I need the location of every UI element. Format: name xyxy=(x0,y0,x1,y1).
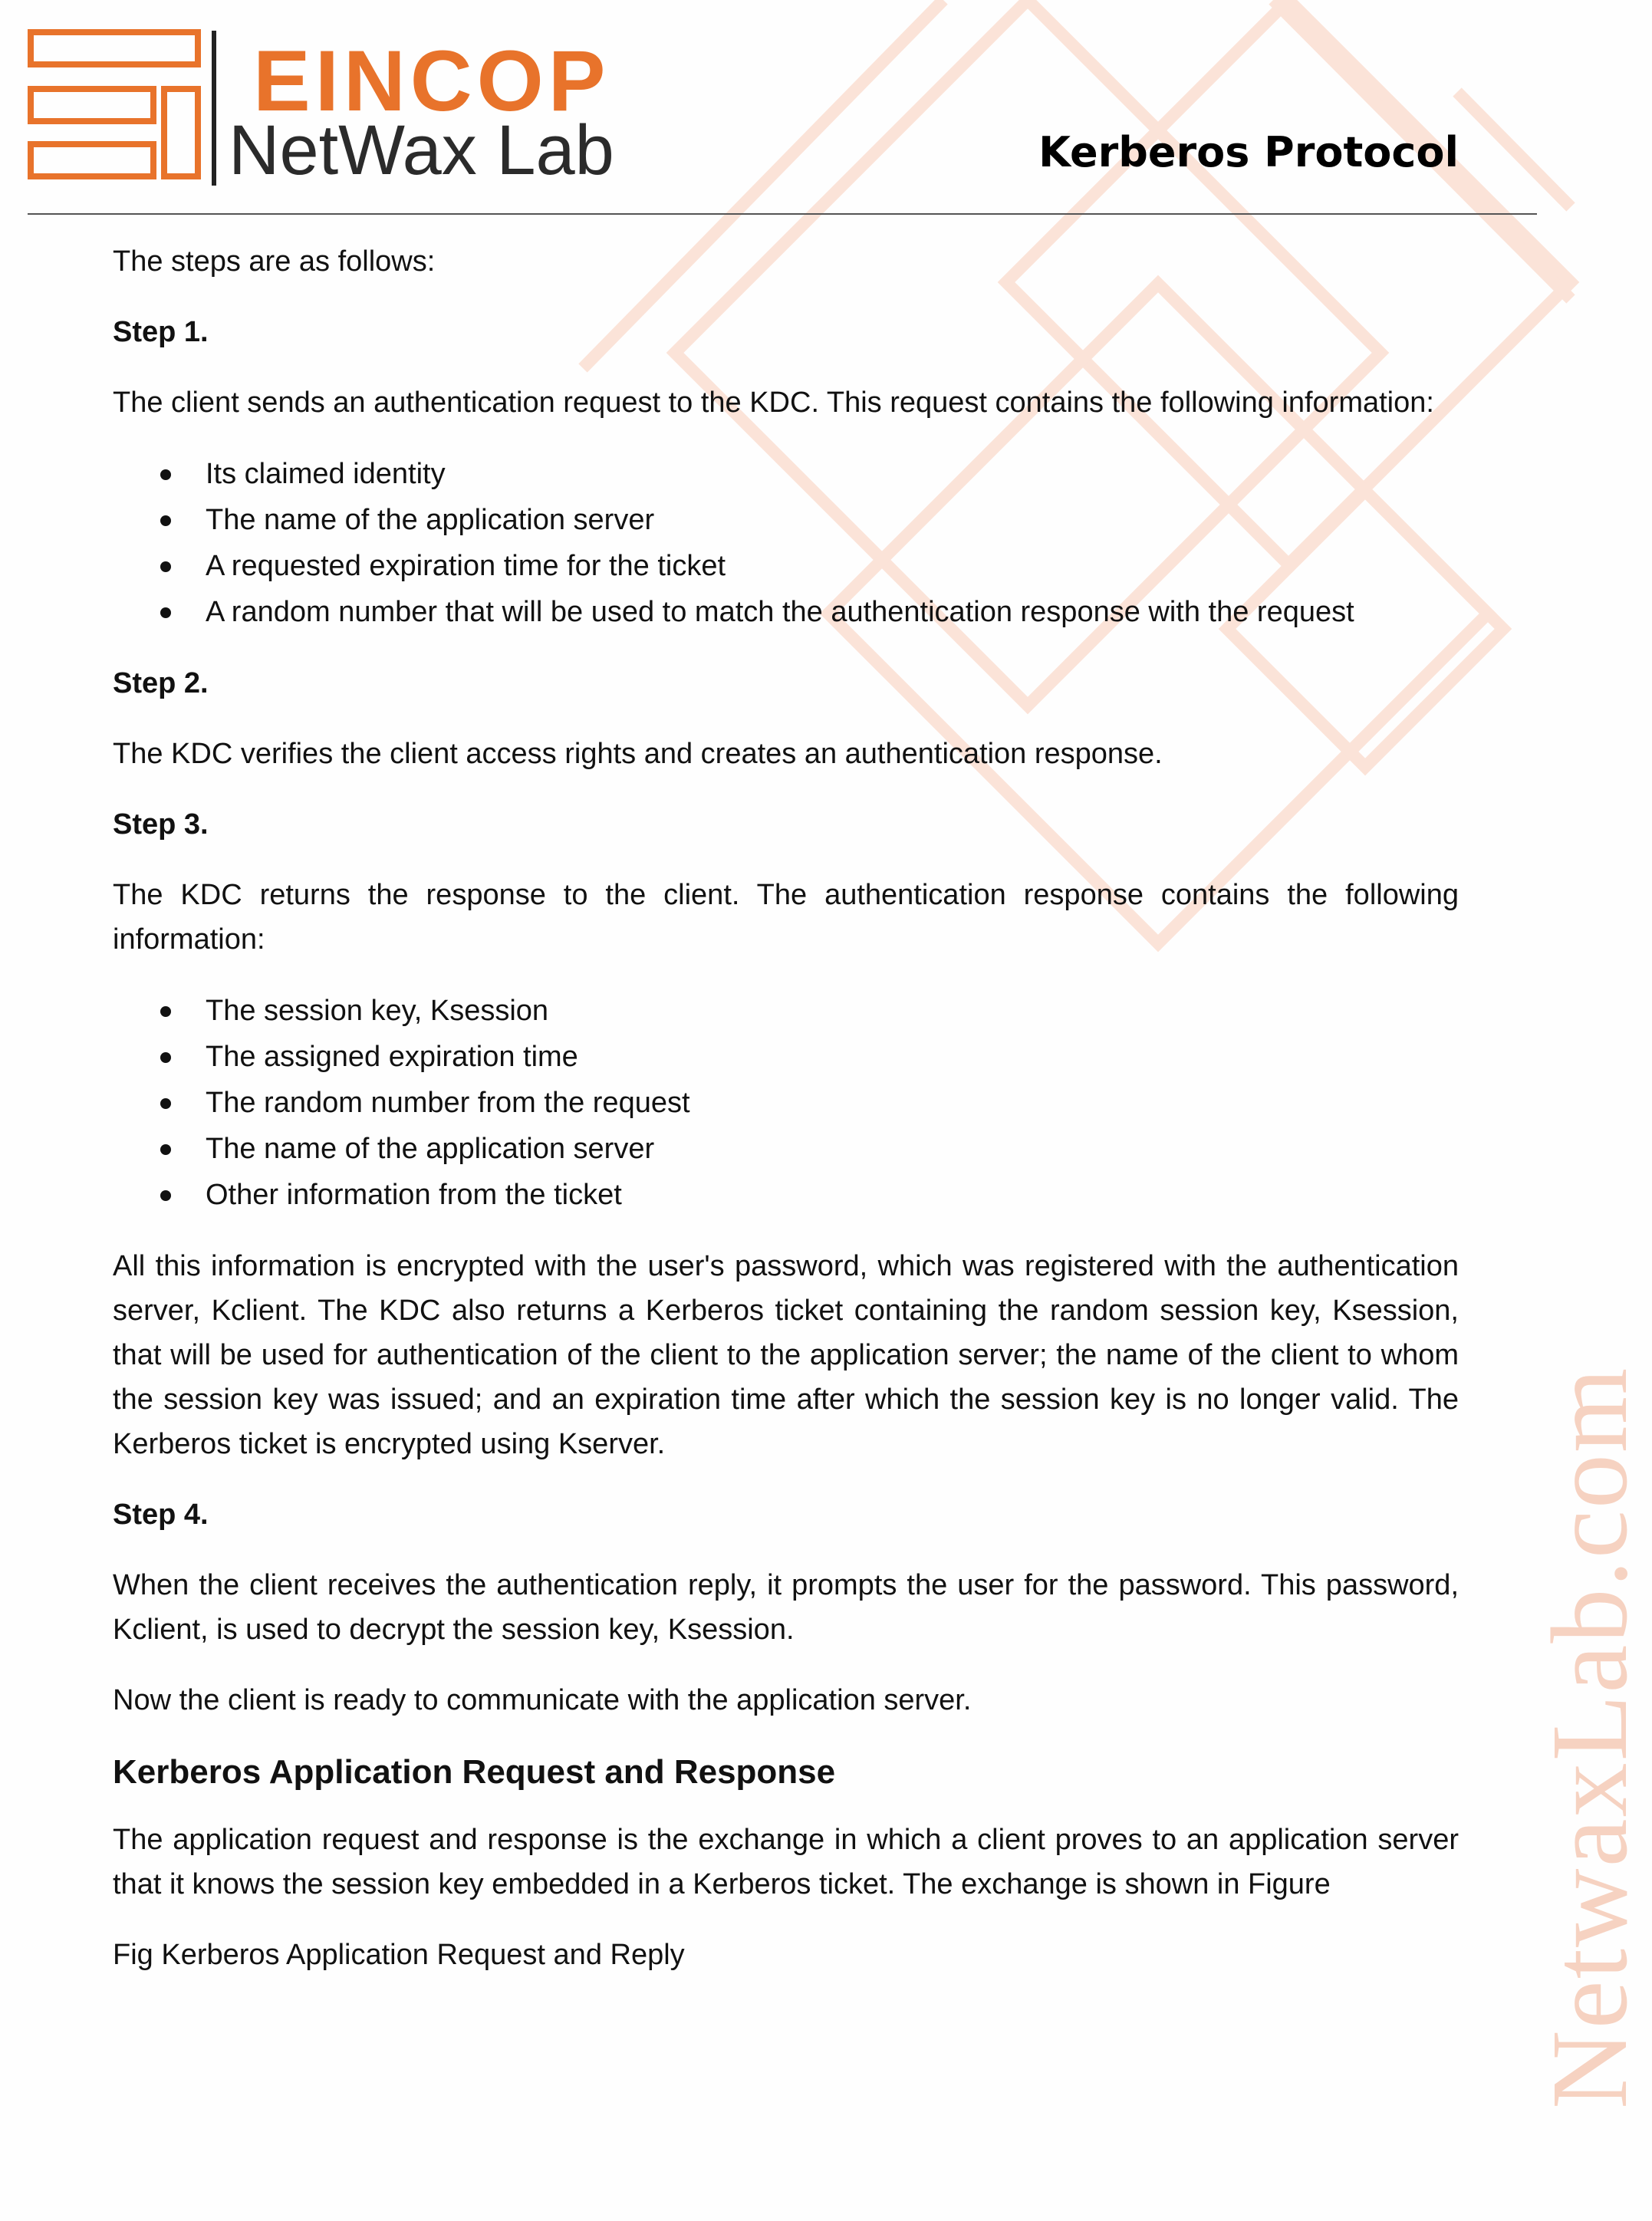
logo-brand-top: EINCOP xyxy=(253,33,610,129)
ready-paragraph: Now the client is ready to communicate with the application server. xyxy=(113,1684,972,1716)
page-title: Kerberos Protocol xyxy=(1038,128,1459,176)
list-item-text: A random number that will be used to match the authentication response with the request xyxy=(206,596,1354,628)
list-item xyxy=(113,1172,1459,1218)
document-body xyxy=(113,239,1459,2003)
list-item-text: The random number from the request xyxy=(206,1087,690,1119)
list-item xyxy=(113,1034,1459,1080)
list-item xyxy=(113,1080,1459,1126)
step-2-heading: Step 2. xyxy=(113,667,209,699)
intro-paragraph: The steps are as follows: xyxy=(113,245,436,278)
list-item xyxy=(113,497,1459,543)
brand-logo xyxy=(28,28,657,196)
step-1-text: The client sends an authentication request to the KDC. This request contains the following information: xyxy=(113,387,1434,419)
list-item-text: Its claimed identity xyxy=(206,458,446,490)
list-item xyxy=(113,1126,1459,1172)
logo-mark xyxy=(28,28,227,189)
bullet-icon xyxy=(160,515,171,526)
bullet-icon xyxy=(160,1006,171,1017)
bullet-icon xyxy=(160,1098,171,1109)
list-item xyxy=(113,543,1459,589)
list-item-text: The assigned expiration time xyxy=(206,1041,578,1073)
bullet-icon xyxy=(160,561,171,572)
header-divider xyxy=(28,213,1537,215)
list-item-text: The session key, Ksession xyxy=(206,995,549,1027)
list-item xyxy=(113,589,1459,635)
bullet-icon xyxy=(160,607,171,618)
step-1-list xyxy=(113,451,1459,635)
step-4-text: When the client receives the authentication reply, it prompts the user for the password. This password, Kclient, is used to decrypt the session key, Ksession. xyxy=(113,1569,1459,1646)
bullet-icon xyxy=(160,1052,171,1063)
list-item-text: The name of the application server xyxy=(206,504,655,536)
bullet-icon xyxy=(160,469,171,480)
step-3-text: The KDC returns the response to the client. The authentication response contains the following information: xyxy=(113,879,1459,956)
step-2-text: The KDC verifies the client access rights and creates an authentication response. xyxy=(113,738,1163,770)
section-text: The application request and response is the exchange in which a client proves to an application server that it knows the session key embedded in a Kerberos ticket. The exchange is shown in Figure xyxy=(113,1824,1459,1900)
list-item xyxy=(113,988,1459,1034)
section-heading: Kerberos Application Request and Response xyxy=(113,1753,836,1791)
step-3-heading: Step 3. xyxy=(113,808,209,841)
step-3-list xyxy=(113,988,1459,1218)
logo-brand-bottom: NetWax Lab xyxy=(229,111,614,189)
watermark: NetwaxLab.com xyxy=(1529,1366,1650,2109)
list-item xyxy=(113,451,1459,497)
list-item-text: Other information from the ticket xyxy=(206,1179,622,1211)
list-item-text: The name of the application server xyxy=(206,1133,655,1165)
step-1-heading: Step 1. xyxy=(113,316,209,348)
figure-caption: Fig Kerberos Application Request and Reply xyxy=(113,1939,685,1971)
list-item-text: A requested expiration time for the ticket xyxy=(206,550,726,582)
step-4-heading: Step 4. xyxy=(113,1499,209,1531)
step-3-details: All this information is encrypted with the user's password, which was registered with the authentication server, Kclient. The KDC also returns a Kerberos ticket containing the random session key, Ksession, that will be used for authentication of the client to the application server; the name of the client to whom the session key was issued; and an expiration time after which the session key is no longer valid. The Kerberos ticket is encrypted using Kserver. xyxy=(113,1250,1459,1460)
bullet-icon xyxy=(160,1144,171,1155)
bullet-icon xyxy=(160,1190,171,1201)
